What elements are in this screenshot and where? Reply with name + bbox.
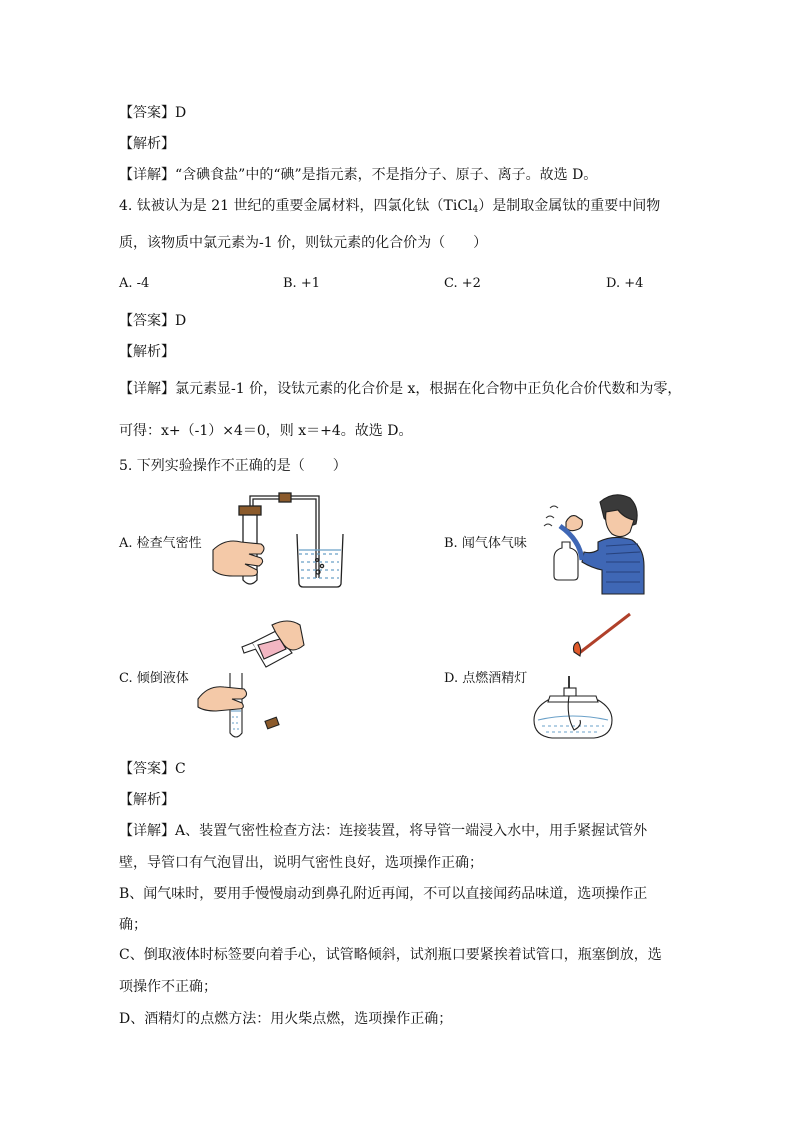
q5-option-c: C. 倾倒液体 (119, 671, 189, 686)
q5-analysis: 【解析】 (119, 792, 175, 808)
q5-answer: 【答案】C (119, 761, 186, 777)
q5-stem: 5. 下列实验操作不正确的是（ ） (119, 458, 347, 474)
q4-option-d: D. +4 (606, 276, 644, 291)
q3-answer: 【答案】D (119, 105, 187, 121)
airtightness-check-figure (205, 492, 355, 592)
q4-answer: 【答案】D (119, 313, 187, 329)
q4-detail-line2: 可得：x+（-1）×4＝0，则 x＝+4。故选 D。 (119, 423, 413, 439)
q5-detail-b-line2: 确； (119, 917, 147, 933)
q5-detail-d: D、酒精灯的点燃方法：用火柴点燃，选项操作正确； (119, 1011, 453, 1027)
q4-option-c: C. +2 (444, 276, 481, 291)
q4-option-b: B. +1 (283, 276, 320, 291)
q5-detail-a-line2: 壁，导管口有气泡冒出，说明气密性良好，选项操作正确； (119, 855, 483, 871)
q5-detail-c-line2: 项操作不正确； (119, 979, 217, 995)
q4-stem-line1: 4. 钛被认为是 21 世纪的重要金属材料，四氯化钛（TiCl$_4$）是制取金属钛的重要中间物 (119, 198, 661, 215)
q4-option-a: A. -4 (119, 276, 150, 291)
q4-analysis: 【解析】 (119, 344, 175, 360)
q5-detail-c-line1: C、倒取液体时标签要向着手心，试管略倾斜，试剂瓶口要紧挨着试管口，瓶塞倒放，选 (119, 947, 662, 963)
pouring-liquid-figure (196, 615, 308, 743)
q5-detail-a-line1: 【详解】A、装置气密性检查方法：连接装置，将导管一端浸入水中，用手紧握试管外 (119, 823, 648, 839)
q5-option-a: A. 检查气密性 (119, 536, 202, 551)
q5-option-d: D. 点燃酒精灯 (444, 671, 528, 686)
smelling-gas-figure (540, 490, 652, 598)
q3-analysis: 【解析】 (119, 136, 175, 152)
q5-detail-b-line1: B、闻气味时，要用手慢慢扇动到鼻孔附近再闻，不可以直接闻药品味道，选项操作正 (119, 886, 648, 902)
q5-option-b: B. 闻气体气味 (444, 536, 527, 551)
q4-detail-line1: 【详解】氯元素显-1 价，设钛元素的化合价是 x，根据在化合物中正负化合价代数和为零， (119, 381, 682, 397)
q3-detail: 【详解】“含碘食盐”中的“碘”是指元素，不是指分子、原子、离子。故选 D。 (119, 167, 598, 183)
q4-stem-line2: 质，该物质中氯元素为-1 价，则钛元素的化合价为（ ） (119, 235, 488, 251)
alcohol-lamp-figure (528, 612, 646, 744)
